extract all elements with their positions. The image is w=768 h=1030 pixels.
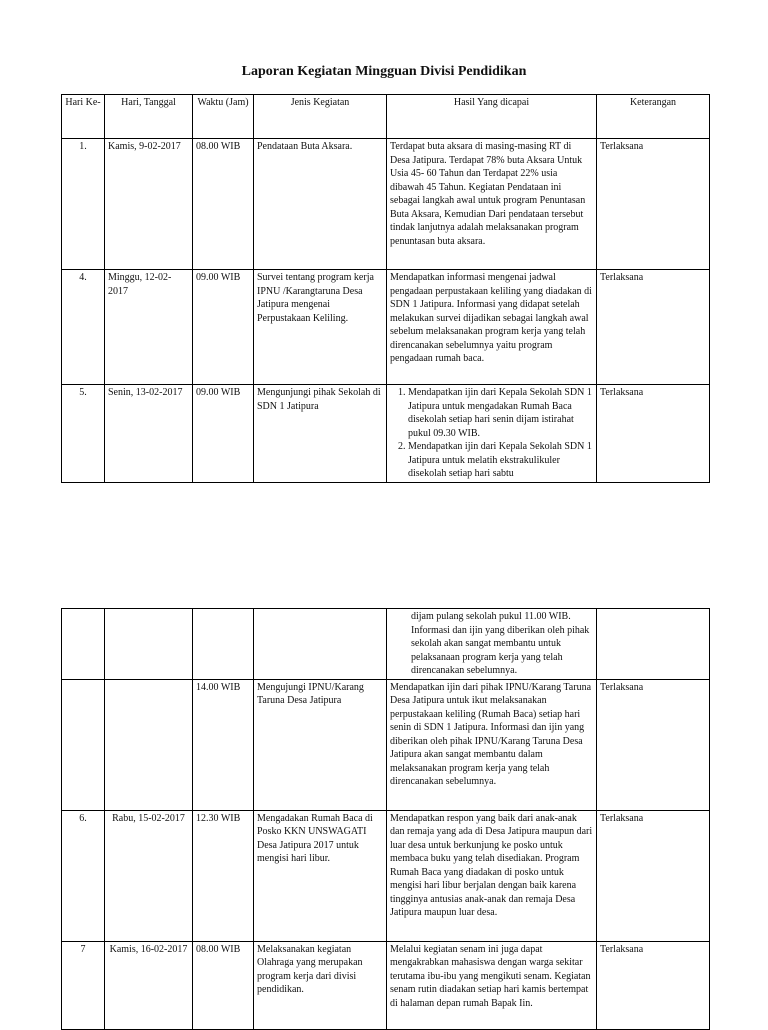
row-note: Terlaksana	[597, 139, 710, 270]
row-result: Mendapatkan informasi mengenai jadwal pengadaan perpustakaan keliling yang diadakan di SDN 1 Jatipura. Informasi yang didapat setelah melakukan survei dijadikan sebagai langkah awal sebelum melaksanakan program kerja yang telah direncanakan sebelumnya yaitu program pengadaan rumah baca.	[387, 270, 597, 385]
header-day-no: Hari Ke-	[62, 95, 105, 139]
activity-table-page-2	[61, 608, 710, 1030]
row-note: Terlaksana	[597, 810, 710, 941]
activity-table-page-1	[61, 94, 710, 483]
row-note	[597, 609, 710, 680]
header-note: Keterangan	[597, 95, 710, 139]
row-time: 09.00 WIB	[193, 385, 254, 483]
row-note: Terlaksana	[597, 679, 710, 810]
row-activity: Mengadakan Rumah Baca di Posko KKN UNSWAGATI Desa Jatipura 2017 untuk mengisi hari libur.	[254, 810, 387, 941]
row-day-no: 7	[62, 941, 105, 1029]
row-result-list	[387, 385, 597, 483]
page-title: Laporan Kegiatan Mingguan Divisi Pendidikan	[241, 64, 527, 79]
list-item: 1. Mendapatkan ijin dari Kepala Sekolah SDN 1 Jatipura untuk mengadakan Rumah Baca disekolah setiap hari senin dijam istirahat pukul 09.30 WIB.	[408, 386, 593, 440]
row-day-no: 1.	[62, 139, 105, 270]
row-note: Terlaksana	[597, 270, 710, 385]
row-day-no: 4.	[62, 270, 105, 385]
row-date	[105, 679, 193, 810]
row-date: Senin, 13-02-2017	[105, 385, 193, 483]
result-list	[390, 386, 593, 481]
header-time: Waktu (Jam)	[193, 95, 254, 139]
row-activity: Melaksanakan kegiatan Olahraga yang merupakan program kerja dari divisi pendidikan.	[254, 941, 387, 1029]
result-continued: dijam pulang sekolah pukul 11.00 WIB. Informasi dan ijin yang diberikan oleh pihak sekolah akan sangat membantu untuk pelaksanaan program kerja yang telah direncanakan sebelumnya.	[411, 611, 590, 676]
row-time: 08.00 WIB	[193, 139, 254, 270]
header-activity: Jenis Kegiatan	[254, 95, 387, 139]
row-note: Terlaksana	[597, 385, 710, 483]
row-result: Terdapat buta aksara di masing-masing RT di Desa Jatipura. Terdapat 78% buta Aksara Untuk Usia 45- 60 Tahun dan Terdapat 22% usia dibawah 45 Tahun. Kegiatan Pendataan ini sebagai langkah awal untuk program Penuntasan Buta Aksara, Kemudian Dari pendataan tersebut tindak lanjutnya adalah melaksanakan program penuntasan buta aksara.	[387, 139, 597, 270]
row-time: 09.00 WIB	[193, 270, 254, 385]
row-activity: Pendataan Buta Aksara.	[254, 139, 387, 270]
row-time: 12.30 WIB	[193, 810, 254, 941]
row-date: Rabu, 15-02-2017	[105, 810, 193, 941]
row-result: Mendapatkan ijin dari pihak IPNU/Karang Taruna Desa Jatipura untuk ikut melaksanakan perpustakaan keliling (Rumah Baca) setiap hari senin di SDN 1 Jatipura. Informasi dan ijin yang diberikan oleh pihak IPNU/Karang Taruna Desa Jatipura akan sangat membantu dalam melaksanakan program kerja yang telah direncanakan sebelumnya.	[387, 679, 597, 810]
row-activity	[254, 609, 387, 680]
row-time: 14.00 WIB	[193, 679, 254, 810]
row-note: Terlaksana	[597, 941, 710, 1029]
row-day-no	[62, 679, 105, 810]
row-activity: Survei tentang program kerja IPNU /Karangtaruna Desa Jatipura mengenai Perpustakaan Keliling.	[254, 270, 387, 385]
table-row	[62, 270, 710, 385]
header-date: Hari, Tanggal	[105, 95, 193, 139]
row-date	[105, 609, 193, 680]
row-time	[193, 609, 254, 680]
row-result: Mendapatkan respon yang baik dari anak-anak dan remaja yang ada di Desa Jatipura maupun dari luar desa untuk berkunjung ke posko untuk membaca buku yang telah disediakan. Program Rumah Baca yang diadakan di posko untuk mengisi hari libur berjalan dengan baik karena tingginya antusias anak-anak dan remaja Desa Jatipura maupun luar desa.	[387, 810, 597, 941]
row-day-no: 5.	[62, 385, 105, 483]
row-activity: Mengujungi IPNU/Karang Taruna Desa Jatipura	[254, 679, 387, 810]
row-date: Kamis, 9-02-2017	[105, 139, 193, 270]
table-row	[62, 679, 710, 810]
row-result	[387, 609, 597, 680]
row-date: Kamis, 16-02-2017	[105, 941, 193, 1029]
row-day-no	[62, 609, 105, 680]
list-item: 2. Mendapatkan ijin dari Kepala Sekolah SDN 1 Jatipura untuk melatih ekstrakulikuler disekolah setiap hari sabtu	[408, 440, 593, 481]
header-result: Hasil Yang dicapai	[387, 95, 597, 139]
table-row	[62, 941, 710, 1029]
table-header-row	[62, 95, 710, 139]
table-row	[62, 609, 710, 680]
row-result: Melalui kegiatan senam ini juga dapat mengakrabkan mahasiswa dengan warga sekitar terutama ibu-ibu yang mengikuti senam. Kegiatan senam rutin diadakan setiap hari kamis bertempat di halaman depan rumah Bapak Iin.	[387, 941, 597, 1029]
table-row	[62, 139, 710, 270]
row-date: Minggu, 12-02-2017	[105, 270, 193, 385]
row-time: 08.00 WIB	[193, 941, 254, 1029]
table-row	[62, 385, 710, 483]
row-activity: Mengunjungi pihak Sekolah di SDN 1 Jatipura	[254, 385, 387, 483]
row-day-no: 6.	[62, 810, 105, 941]
table-row	[62, 810, 710, 941]
